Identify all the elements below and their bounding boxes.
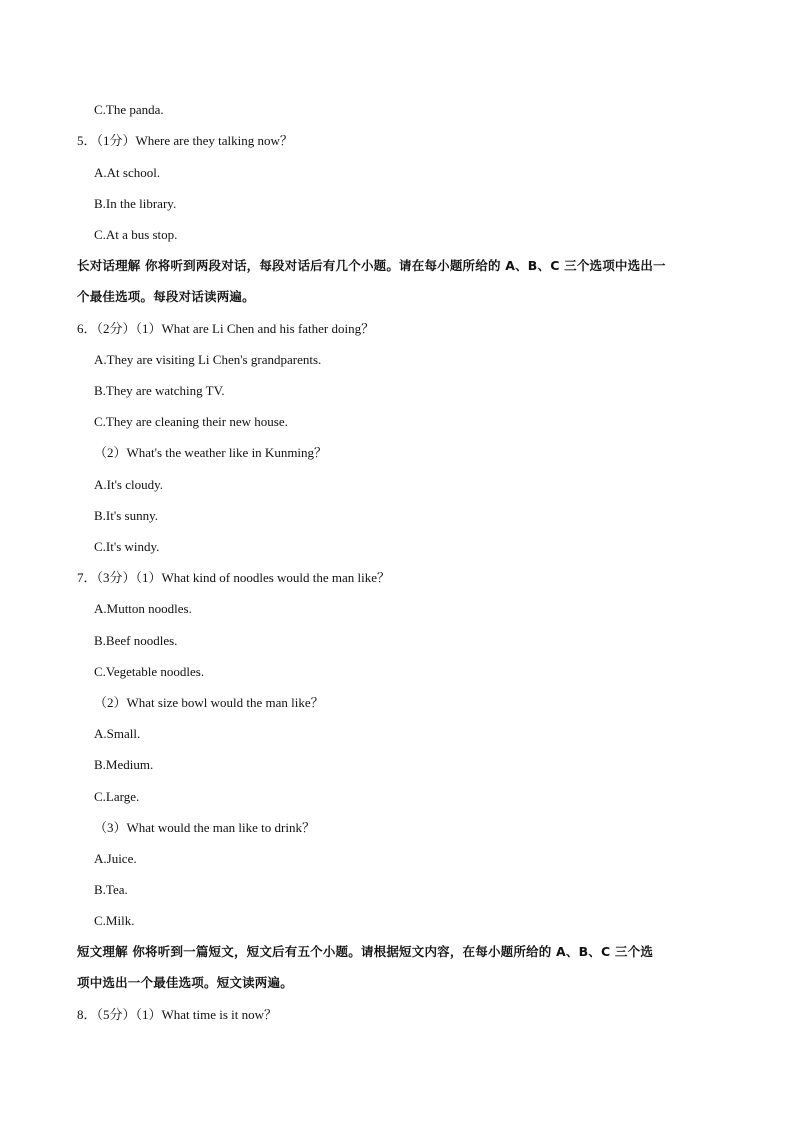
option-a-text: A.Small. — [94, 726, 141, 741]
option-c-text: C.Milk. — [94, 913, 135, 928]
option-a-text: A.It's cloudy. — [94, 477, 164, 492]
option-c-text: C.The panda. — [94, 102, 164, 117]
option-b-text: B.They are watching TV. — [94, 383, 225, 398]
option-b-text: B.In the library. — [94, 196, 177, 211]
question-7: 7．（3分）（1）What kind of noodles would the man like？ — [77, 570, 391, 585]
sub-question-7-3: （3）What would the man like to drink？ — [94, 820, 315, 835]
section-instructions-long-dialogue-cont: 个最佳选项。每段对话读两遍。 — [77, 289, 255, 304]
sub-question-6-2: （2）What's the weather like in Kunming？ — [94, 445, 328, 460]
option-a-text: A.At school. — [94, 165, 161, 180]
section-instructions-passage: 短文理解 你将听到一篇短文，短文后有五个小题。请根据短文内容，在每小题所给的 A、B、C 三个选 — [77, 944, 654, 959]
option-c-text: C.It's windy. — [94, 539, 160, 554]
option-c-text: C.They are cleaning their new house. — [94, 414, 288, 429]
option-c-text: C.At a bus stop. — [94, 227, 178, 242]
section-instructions-long-dialogue: 长对话理解 你将听到两段对话，每段对话后有几个小题。请在每小题所给的 A、B、C 三个选项中选出一 — [77, 258, 666, 273]
option-b-text: B.Medium. — [94, 757, 154, 772]
option-a-text: A.They are visiting Li Chen's grandparents. — [94, 352, 322, 367]
question-8: 8．（5分）（1）What time is it now？ — [77, 1007, 278, 1022]
option-c-text: C.Large. — [94, 789, 140, 804]
option-a-text: A.Juice. — [94, 851, 137, 866]
sub-question-7-2: （2）What size bowl would the man like？ — [94, 695, 324, 710]
option-a-text: A.Mutton noodles. — [94, 601, 192, 616]
question-6: 6．（2分）（1）What are Li Chen and his father doing？ — [77, 321, 375, 336]
option-b-text: B.It's sunny. — [94, 508, 158, 523]
option-c-text: C.Vegetable noodles. — [94, 664, 205, 679]
option-b-text: B.Tea. — [94, 882, 128, 897]
section-instructions-passage-cont: 项中选出一个最佳选项。短文读两遍。 — [77, 975, 293, 990]
question-5: 5．（1分）Where are they talking now？ — [77, 133, 293, 148]
option-b-text: B.Beef noodles. — [94, 633, 178, 648]
